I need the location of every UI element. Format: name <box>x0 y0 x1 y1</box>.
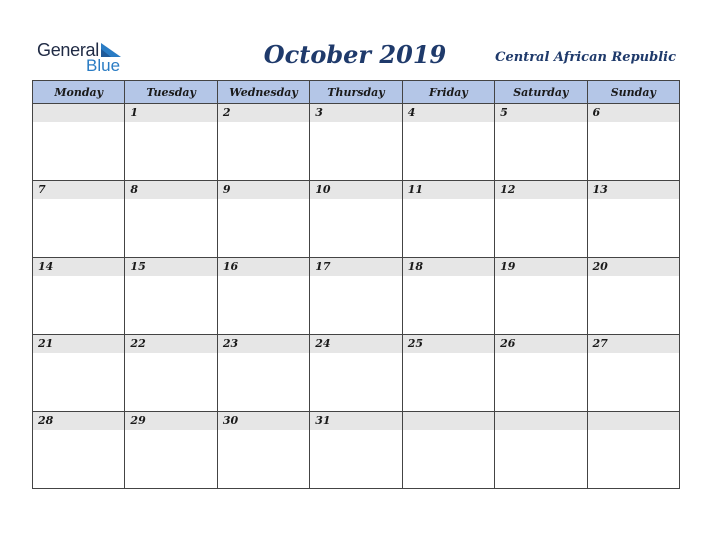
day-cell <box>310 104 402 181</box>
day-number: 21 <box>38 337 54 350</box>
day-number: 11 <box>407 183 423 196</box>
day-cell <box>217 181 309 258</box>
day-number-strip <box>495 258 586 276</box>
day-number: 30 <box>222 414 239 427</box>
day-number: 23 <box>222 337 239 350</box>
day-number-strip <box>495 104 586 122</box>
day-number: 29 <box>130 414 146 427</box>
day-cell <box>587 104 679 181</box>
day-number-strip <box>125 258 216 276</box>
day-cell <box>402 412 494 489</box>
day-number: 6 <box>592 106 601 119</box>
day-number: 10 <box>315 183 331 196</box>
day-number: 27 <box>592 337 608 350</box>
day-cell <box>495 258 587 335</box>
week-row <box>33 258 680 335</box>
day-cell <box>402 104 494 181</box>
day-number-strip <box>125 412 216 430</box>
day-cell <box>310 412 402 489</box>
month-calendar <box>32 80 680 489</box>
week-row <box>33 412 680 489</box>
day-number-strip <box>125 104 216 122</box>
logo-triangle-icon <box>101 43 121 57</box>
day-cell <box>402 335 494 412</box>
day-cell <box>33 335 125 412</box>
day-cell <box>495 181 587 258</box>
day-number-strip <box>495 181 586 199</box>
day-number: 24 <box>315 337 331 350</box>
weekday-header: Saturday <box>495 81 587 104</box>
day-number: 4 <box>407 106 416 119</box>
day-number: 5 <box>500 106 508 119</box>
day-cell <box>125 335 217 412</box>
week-row <box>33 181 680 258</box>
day-number-strip <box>403 412 494 430</box>
day-cell <box>217 258 309 335</box>
weekday-header: Wednesday <box>217 81 309 104</box>
day-number-strip <box>218 104 309 122</box>
day-number-strip <box>310 335 401 353</box>
day-cell <box>587 258 679 335</box>
logo-text-blue: Blue <box>86 56 121 75</box>
day-cell <box>495 104 587 181</box>
weekday-header: Tuesday <box>125 81 217 104</box>
day-cell <box>33 412 125 489</box>
day-number: 3 <box>315 106 323 119</box>
weekday-header: Friday <box>402 81 494 104</box>
day-cell <box>495 335 587 412</box>
day-number: 1 <box>130 106 139 119</box>
day-number-strip <box>588 104 679 122</box>
day-cell <box>33 104 125 181</box>
day-cell <box>495 412 587 489</box>
day-number-strip <box>310 104 401 122</box>
day-number-strip <box>33 412 124 430</box>
weekday-header: Monday <box>33 81 125 104</box>
day-cell <box>402 258 494 335</box>
day-cell <box>125 412 217 489</box>
day-cell <box>310 335 402 412</box>
week-row <box>33 335 680 412</box>
day-number-strip <box>495 335 586 353</box>
day-number-strip <box>218 335 309 353</box>
day-cell <box>310 181 402 258</box>
day-number: 2 <box>222 106 231 119</box>
day-cell <box>217 412 309 489</box>
day-cell <box>125 181 217 258</box>
day-number: 22 <box>130 337 146 350</box>
day-number-strip <box>403 181 494 199</box>
day-number-strip <box>403 335 494 353</box>
day-number: 18 <box>407 260 423 273</box>
day-number: 9 <box>222 183 231 196</box>
day-cell <box>33 181 125 258</box>
day-number-strip <box>588 335 679 353</box>
weekday-header-row <box>33 81 680 104</box>
weekday-header: Thursday <box>310 81 402 104</box>
day-cell <box>587 412 679 489</box>
calendar-title: October 2019 <box>263 40 447 69</box>
day-number: 8 <box>130 183 139 196</box>
day-number-strip <box>588 181 679 199</box>
day-number-strip <box>403 104 494 122</box>
day-number: 7 <box>38 183 46 196</box>
day-cell <box>217 335 309 412</box>
day-number-strip <box>588 412 679 430</box>
day-cell <box>125 104 217 181</box>
day-cell <box>310 258 402 335</box>
day-cell <box>125 258 217 335</box>
day-number: 17 <box>315 260 331 273</box>
day-cell <box>587 181 679 258</box>
day-number-strip <box>218 258 309 276</box>
day-number-strip <box>310 181 401 199</box>
day-number: 13 <box>592 183 608 196</box>
country-name: Central African Republic <box>495 50 676 65</box>
day-number-strip <box>33 258 124 276</box>
day-number-strip <box>125 335 216 353</box>
day-cell <box>217 104 309 181</box>
logo-text-general: General <box>37 40 99 60</box>
day-number-strip <box>218 412 309 430</box>
day-number-strip <box>218 181 309 199</box>
day-number: 15 <box>130 260 146 273</box>
day-number-strip <box>495 412 586 430</box>
day-number-strip <box>588 258 679 276</box>
weekday-header: Sunday <box>587 81 679 104</box>
day-number: 26 <box>500 337 516 350</box>
week-row <box>33 104 680 181</box>
day-cell <box>587 335 679 412</box>
day-number: 19 <box>500 260 516 273</box>
day-number: 16 <box>222 260 239 273</box>
day-number-strip <box>125 181 216 199</box>
day-number: 31 <box>315 414 331 427</box>
day-number-strip <box>403 258 494 276</box>
day-number: 25 <box>407 337 423 350</box>
day-number-strip <box>310 412 401 430</box>
day-number: 14 <box>38 260 54 273</box>
day-number-strip <box>33 181 124 199</box>
day-number: 12 <box>500 183 516 196</box>
day-number: 20 <box>592 260 608 273</box>
generalblue-logo <box>37 40 127 74</box>
day-cell <box>33 258 125 335</box>
day-number-strip <box>310 258 401 276</box>
day-number-strip <box>33 104 124 122</box>
day-number: 28 <box>38 414 54 427</box>
day-number-strip <box>33 335 124 353</box>
day-cell <box>402 181 494 258</box>
